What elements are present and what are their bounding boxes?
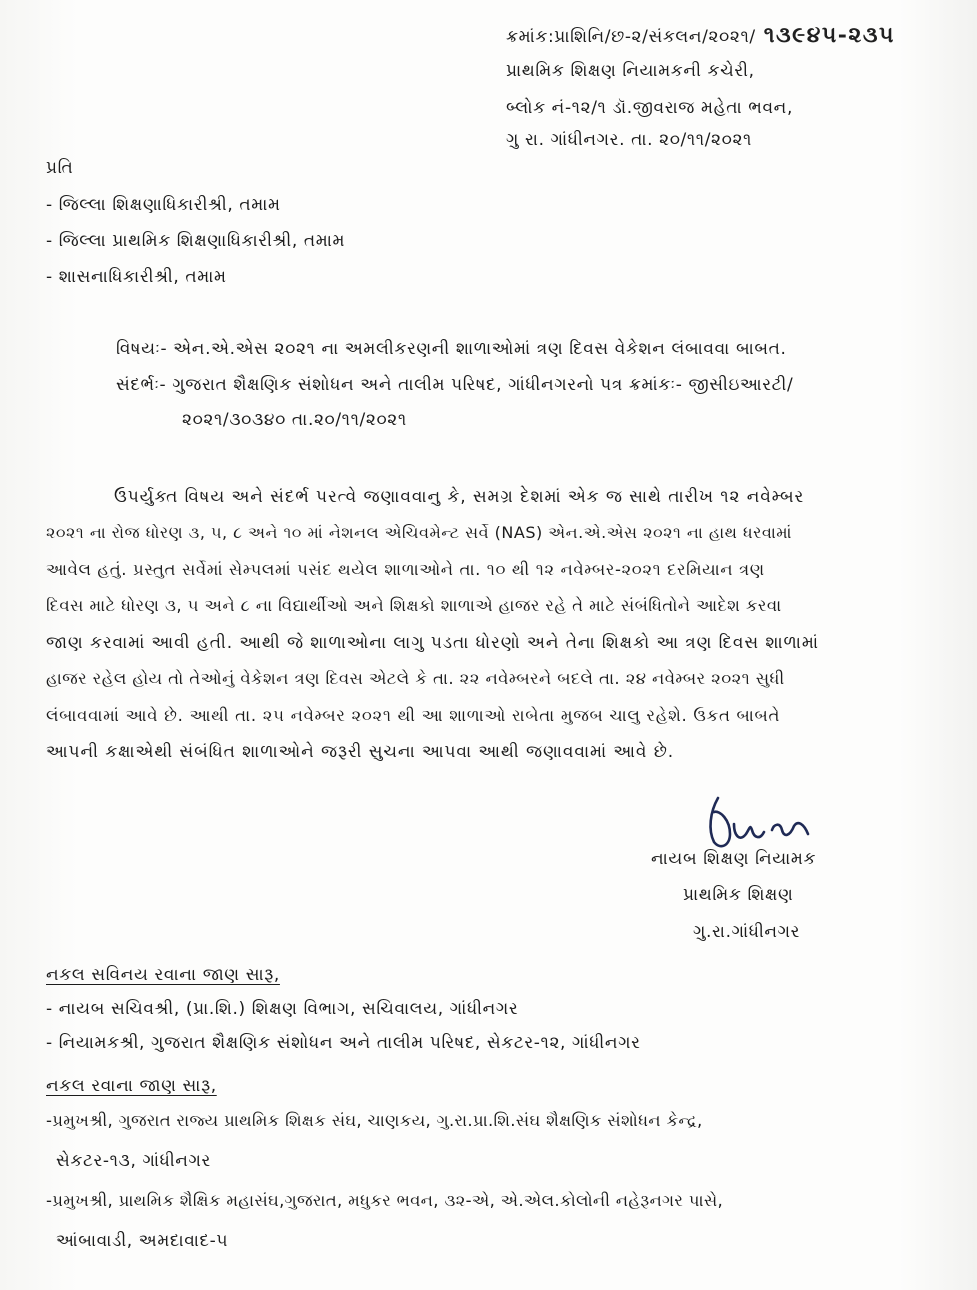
info-recipient: -પ્રમુખશ્રી, ગુજરાત રાજ્ય પ્રાથમિક શિક્ષક સંઘ, ચાણકય, ગુ.રા.પ્રા.શિ.સંઘ શૈક્ષણિક સંશોધન કેન્દ્ર, xyxy=(46,1111,703,1130)
body-line: આપની કક્ષાએથી સંબંધિત શાળાઓને જરૂરી સુચના આપવા આથી જણાવવામાં આવે છે. xyxy=(46,742,675,762)
signatory-department: પ્રાથમિક શિક્ષણ xyxy=(683,885,794,905)
body-line: હાજર રહેલ હોય તો તેઓનું વેકેશન ત્રણ દિવસ એટલે કે તા. ૨૨ નવેમ્બરને બદલે તા. ૨૪ નવેમ્બર ૨૦૨૧ સુધી xyxy=(46,669,785,688)
office-name: પ્રાથમિક શિક્ષણ નિયામકની કચેરી, xyxy=(506,61,755,81)
body-line: આવેલ હતું. પ્રસ્તુત સર્વેમાં સેમ્પલમાં પસંદ થયેલ શાળાઓને તા. ૧૦ થી ૧૨ નવેમ્બર-૨૦૨૧ દરમિયાન ત્રણ xyxy=(46,560,765,579)
signatory-title: નાયબ શિક્ષણ નિયામક xyxy=(651,849,817,869)
reference-number xyxy=(506,24,895,48)
to-label: પ્રતિ xyxy=(46,158,74,178)
recipient-item: - શાસનાધિકારીશ્રી, તમામ xyxy=(46,267,227,287)
subject-line: વિષયઃ- એન.એ.એસ ૨૦૨૧ ના અમલીકરણની શાળાઓમાં ત્રણ દિવસ વેકેશન લંબાવવા બાબત. xyxy=(116,339,787,359)
info-recipient-continued: આંબાવાડી, અમદાવાદ-૫ xyxy=(56,1231,229,1251)
signatory-place: ગુ.રા.ગાંધીનગર xyxy=(693,922,801,942)
recipient-item: - જિલ્લા પ્રાથમિક શિક્ષણાધિકારીશ્રી, તમામ xyxy=(46,231,346,251)
reference-label: ક્રમાંક:પ્રાશિનિ/છ-૨/સંકલન/૨૦૨૧/ xyxy=(506,27,756,47)
handwritten-reference-number: ૧૩૯૪૫-૨૩૫ xyxy=(763,22,895,48)
info-recipient-continued: સેકટર-૧૩, ગાંધીનગર xyxy=(56,1151,211,1171)
body-line: ૨૦૨૧ ના રોજ ધોરણ ૩, ૫, ૮ અને ૧૦ માં નેશનલ એચિવમેન્ટ સર્વે (NAS) એન.એ.એસ ૨૦૨૧ ના હાથ ધરવામાં xyxy=(46,523,792,542)
body-line: લંબાવવામાં આવે છે. આથી તા. ૨૫ નવેમ્બર ૨૦૨૧ થી આ શાળાઓ રાબેતા મુજબ ચાલુ રહેશે. ઉકત બાબતે xyxy=(46,706,781,725)
body-line: જાણ કરવામાં આવી હતી. આથી જે શાળાઓના લાગુ પડતા ધોરણો અને તેના શિક્ષકો આ ત્રણ દિવસ શાળામાં xyxy=(46,633,819,653)
recipient-item: - જિલ્લા શિક્ષણાધિકારીશ્રી, તમામ xyxy=(46,195,281,215)
copy-for-info-heading: નકલ રવાના જાણ સારૂ, xyxy=(46,1076,217,1096)
reference-line-continued: ૨૦૨૧/૩૦૩૪૦ તા.૨૦/૧૧/૨૦૨૧ xyxy=(182,410,407,430)
copy-with-request-heading: નકલ સવિનય રવાના જાણ સારૂ, xyxy=(46,965,280,985)
body-line: દિવસ માટે ધોરણ ૩, ૫ અને ૮ ના વિદ્યાર્થીઓ અને શિક્ષકો શાળાએ હાજર રહે તે માટે સંબંધિતોને આદેશ કરવા xyxy=(46,596,782,615)
reference-line: સંદર્ભઃ- ગુજરાત શૈક્ષણિક સંશોધન અને તાલીમ પરિષદ, ગાંધીનગરનો પત્ર ક્રમાંકઃ- જીસીઇઆરટી/ xyxy=(116,375,794,395)
body-line: ઉપર્યુક્ત વિષય અને સંદર્ભ પરત્વે જણાવવાનુ કે, સમગ્ર દેશમાં એક જ સાથે તારીખ ૧૨ નવેમ્બર xyxy=(114,487,805,507)
place-date: ગુ રા. ગાંધીનગર. તા. ૨૦/૧૧/૨૦૨૧ xyxy=(506,130,752,150)
info-recipient: -પ્રમુખશ્રી, પ્રાથમિક શૈક્ષિક મહાસંઘ,ગુજરાત, મધુકર ભવન, ૩૨-એ, એ.એલ.કોલોની નહેરૂનગર પાસે, xyxy=(46,1191,724,1210)
office-address: બ્લોક નં-૧૨/૧ ડૉ.જીવરાજ મહેતા ભવન, xyxy=(506,98,793,118)
copy-recipient: - નિયામકશ્રી, ગુજરાત શૈક્ષણિક સંશોધન અને તાલીમ પરિષદ, સેકટર-૧૨, ગાંધીનગર xyxy=(46,1033,641,1053)
copy-recipient: - નાયબ સચિવશ્રી, (પ્રા.શિ.) શિક્ષણ વિભાગ, સચિવાલય, ગાંધીનગર xyxy=(46,999,519,1019)
